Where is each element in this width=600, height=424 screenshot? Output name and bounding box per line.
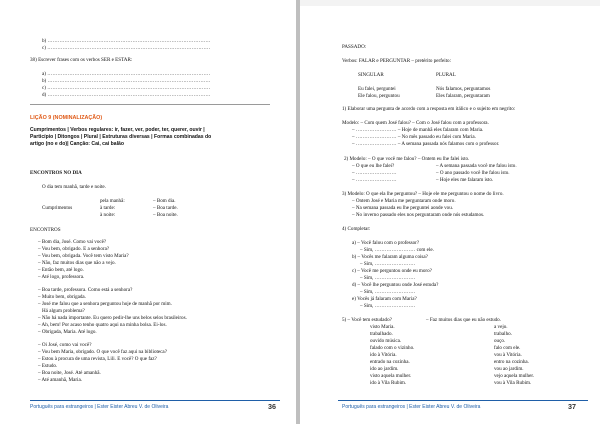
- text-line: vou à Vitória.: [494, 352, 522, 358]
- section-divider: [30, 104, 270, 105]
- section-title: ENCONTROS NO DIA: [30, 170, 82, 176]
- text-line: falado com o vizinho.: [370, 345, 415, 351]
- text-line: ouvido música.: [370, 338, 402, 344]
- text-line: 2) Modelo: – O que você me falou? – Ontem eu lhe falei isto.: [344, 156, 470, 162]
- text-line: – No inverno passado eles nos perguntaram onde nós estudamos.: [352, 212, 485, 218]
- text-line: – O que eu lhe falei?: [352, 163, 395, 169]
- text-line: entro na cozinha.: [494, 359, 529, 365]
- text-line: Nós falamos, perguntamos: [436, 86, 491, 92]
- text-line: ido à Vitória.: [370, 352, 397, 358]
- page-number: 37: [568, 402, 576, 411]
- text-line: à noite:: [100, 212, 116, 218]
- text-line: visto Maria.: [370, 324, 395, 330]
- text-line: – Obrigada, Maria. Até logo.: [38, 329, 97, 335]
- text-line: – Sim, …………………… com ele.: [360, 247, 434, 253]
- text-line: Verbos: FALAR e PERGUNTAR – pretérito perfeito:: [342, 58, 451, 64]
- text-line: – Vou bem, obrigado. E a senhora?: [38, 246, 110, 252]
- text-line: b) ……………………………………………………………………………………: [42, 38, 211, 44]
- text-line: – O ano passado você lhe falou isto.: [436, 170, 510, 176]
- text-line: trabalhado.: [370, 331, 393, 337]
- text-line: 1) Elaborar uma pergunta de acordo com a resposta em itálico e o sujeito em negrito:: [342, 106, 516, 112]
- lesson-topics-line: Cumprimentos | Verbos regulares: ir, fazer, ver, poder, ter, querer, ouvir |: [30, 127, 205, 133]
- text-line: ouço.: [494, 338, 506, 344]
- text-line: – …………………… – A semana passada nós falamos com o professor.: [352, 141, 500, 147]
- text-line: – Boa noite.: [153, 212, 178, 218]
- text-line: – Oi José, como vai você?: [38, 342, 92, 348]
- text-line: – Faz muitos dias que eu não estudo.: [426, 317, 501, 323]
- text-line: – Boa noite, José. Até amanhã.: [38, 370, 101, 376]
- text-line: – Estudo.: [38, 363, 58, 369]
- text-line: Ele falou, perguntou: [358, 93, 400, 99]
- text-line: – José me falou que a senhora perguntou hoje de manhã por mim.: [38, 301, 172, 307]
- text-line: vou ao jardim.: [494, 366, 524, 372]
- text-line: – Hoje eles me falaram isto.: [436, 177, 494, 183]
- text-line: entrado na cozinha.: [370, 359, 410, 365]
- text-line: – Boa tarde.: [153, 205, 178, 211]
- text-line: e) Vocês já falaram com Maria?: [352, 296, 417, 302]
- text-line: a vejo.: [494, 324, 508, 330]
- text-line: – Bom dia, José. Como vai você?: [38, 239, 107, 245]
- text-line: SINGULAR: [358, 72, 384, 78]
- page-left: [0, 0, 296, 424]
- text-line: – ……………………: [352, 170, 397, 176]
- text-line: ido à Vila Rubim.: [370, 380, 407, 386]
- text-line: – Sim, ……………………: [360, 261, 416, 267]
- text-line: c) ……………………………………………………………………………………: [42, 85, 211, 91]
- text-line: – Até logo, professora.: [38, 274, 85, 280]
- text-line: – Estou à procura de uma revista, Lili. E você? O que faz?: [38, 356, 157, 362]
- text-line: – Não há nada importante. Eu quero pedir-lhe uns belos selos brasileiros.: [38, 315, 187, 321]
- text-line: c) ……………………………………………………………………………………: [42, 45, 211, 51]
- text-line: – …………………… – Hoje de manhã eles falaram com Maria.: [352, 127, 484, 133]
- text-line: Modelo: – Com quem José falou? – Com o José falou com a professora.: [342, 120, 489, 126]
- text-line: ido ao jardim.: [370, 366, 399, 372]
- footer-text: Português para estrangeiros | Ester Eister Abreu V. de Oliveira: [30, 404, 169, 410]
- text-line: – Não, faz muitos dias que não a vejo.: [38, 260, 116, 266]
- text-line: b) ……………………………………………………………………………………: [42, 78, 211, 84]
- text-line: – Ontem José e Maria me perguntaram onde moro.: [352, 198, 456, 204]
- text-line: pela manhã:: [100, 198, 125, 204]
- text-line: ENCONTROS: [30, 227, 61, 233]
- text-line: – Sim, ……………………: [360, 303, 416, 309]
- text-line: PASSADO:: [342, 44, 367, 50]
- text-line: 3) Modelo: O que ela lhe perguntou? – Hoje ele me perguntou o nome do livro.: [342, 191, 504, 197]
- text-line: Cumprimentos: [42, 205, 73, 211]
- text-line: c) – Você me perguntou onde eu moro?: [352, 268, 432, 274]
- text-line: – A semana passada você me falou isto.: [436, 163, 517, 169]
- text-line: 38) Escrever frases com os verbos SER e ESTAR:: [30, 57, 133, 63]
- text-line: d) – Você lhe perguntou onde José estuda?: [352, 282, 439, 288]
- text-line: – Sim, ……………………: [360, 275, 416, 281]
- text-line: d) ……………………………………………………………………………………: [42, 92, 211, 98]
- text-line: – Sim, ……………………: [360, 289, 416, 295]
- text-line: 4) Completar:: [342, 226, 371, 232]
- text-line: – …………………… – No mês passado eu falei com Maria.: [352, 134, 476, 140]
- text-line: O dia tem manhã, tarde e noite.: [42, 184, 106, 190]
- page-right: [300, 0, 600, 424]
- text-line: Eles falaram, perguntaram: [436, 93, 490, 99]
- footer-text: Português para estrangeiros | Ester Eister Abreu V. de Oliveira: [342, 404, 481, 410]
- text-line: falo com ele.: [494, 345, 521, 351]
- text-line: vou à Vila Rubim.: [494, 380, 532, 386]
- page-number: 36: [268, 402, 276, 411]
- text-line: – Boa tarde, professora. Como está a senhora?: [38, 287, 133, 293]
- text-line: a) – Você falou com o professor?: [352, 240, 420, 246]
- text-line: a) ……………………………………………………………………………………: [42, 71, 211, 77]
- lesson-heading: LIÇÃO 9 (NOMINALIZAÇÃO): [30, 115, 103, 121]
- lesson-topics-line: artigo (no e do)| Canção: Cai, cai balão: [30, 141, 124, 147]
- text-line: Eu falei, perguntei: [358, 86, 396, 92]
- text-line: – Até amanhã, Maria.: [38, 377, 82, 383]
- text-line: visto aquela mulher.: [370, 373, 412, 379]
- page-top-band: [300, 0, 600, 6]
- footer-rule: [30, 400, 280, 401]
- text-line: – Bom dia.: [153, 198, 176, 204]
- text-line: vejo aquela mulher.: [494, 373, 535, 379]
- text-line: – Vou bem, obrigada. Você tem visto Maria?: [38, 253, 129, 259]
- text-line: à tarde:: [100, 205, 116, 211]
- text-line: Há algum problema?: [42, 308, 85, 314]
- text-line: PLURAL: [436, 72, 456, 78]
- text-line: – Vou bem Maria, obrigado. O que você faz aqui na biblioteca?: [38, 349, 167, 355]
- text-line: b) – Vocês me falaram alguma coisa?: [352, 254, 428, 260]
- text-line: trabalho.: [494, 331, 512, 337]
- text-line: – Na semana passada eu lhe perguntei aonde vou.: [352, 205, 454, 211]
- footer-rule: [338, 400, 588, 401]
- text-line: – ……………………: [352, 177, 397, 183]
- lesson-topics-line: Particípio | Ditongos | Plural | Estruturas diversas | Formas combinadas do: [30, 134, 212, 140]
- text-line: – Ah, bem! Por acaso tenho quatro aqui na minha bolsa. Ei-los.: [38, 322, 167, 328]
- text-line: 5) – Você tem estudado?: [342, 317, 392, 323]
- text-line: – Muito bem, obrigada.: [38, 294, 86, 300]
- text-line: – Então bem, até logo.: [38, 267, 84, 273]
